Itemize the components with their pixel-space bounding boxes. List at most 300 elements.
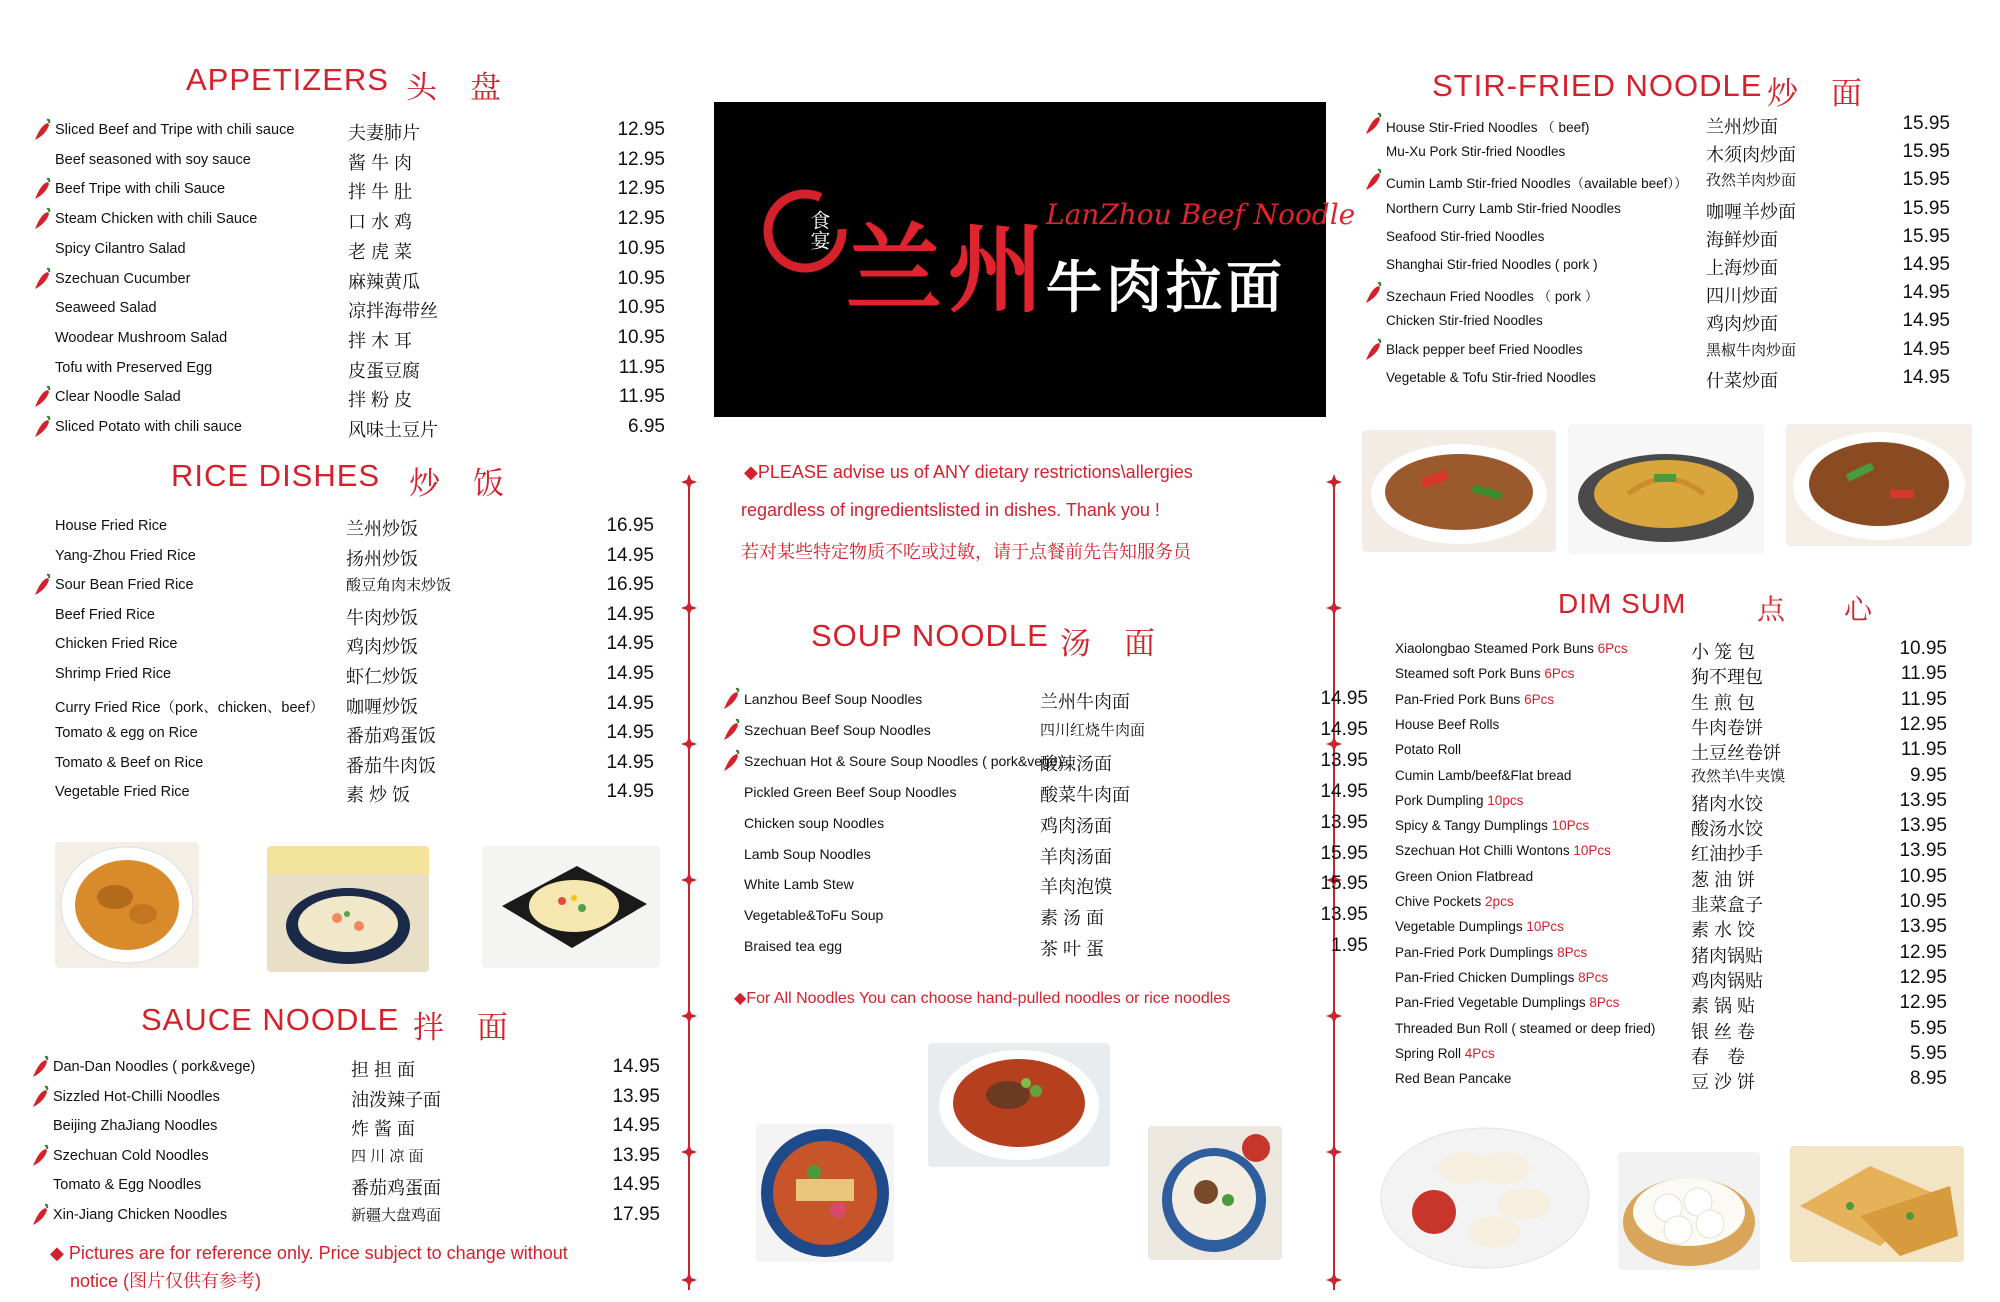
dish-name-en: Beef Fried Rice [55,606,155,623]
dish-price: 13.95 [612,1085,660,1107]
dimsum-title-zh: 点 心 [1757,594,1874,625]
dish-price: 13.95 [1899,840,1947,862]
dish-name-en: Yang-Zhou Fried Rice [55,547,196,564]
dish-name-en: Chicken soup Noodles [744,814,885,831]
stirfried-item [1386,337,1950,365]
dish-price: 10.95 [1899,638,1947,659]
logo-city: 兰州 [846,213,1050,326]
dish-name-zh: 兰州炒饭 [346,519,418,539]
ornament-icon [681,600,697,616]
dish-name-en: Beijing ZhaJiang Noodles [53,1118,218,1135]
dish-name-zh: 鸡肉炒面 [1706,314,1778,335]
rice-title [171,458,505,501]
dish-name-en: House Fried Rice [55,518,168,534]
dish-price: 10.95 [617,297,665,319]
dish-name-zh: 夫妻肺片 [348,123,420,143]
soup-title-zh: 汤 面 [1060,626,1156,661]
chili-icon [31,1085,51,1109]
dish-name-zh: 老 虎 菜 [348,241,413,262]
dish-price: 14.95 [606,722,654,744]
stirfried-item [1386,196,1950,224]
dish-name-zh: 上海炒面 [1706,258,1778,278]
ornament-icon [681,736,697,752]
dish-name-zh: 番茄鸡蛋饭 [346,726,436,747]
dietary-line2: regardless of ingredientslisted in dishes. Thank you ! [741,500,1160,520]
dish-price: 14.95 [606,544,654,566]
dish-name-zh: 银 丝 卷 [1691,1021,1756,1042]
dish-name-en: Red Bean Pancake [1395,1071,1512,1087]
piece-count: 10Pcs [1551,818,1590,834]
appetizers-item [55,384,665,412]
photo-steamed-buns [1618,1152,1760,1270]
dish-price: 14.95 [606,633,654,655]
dish-name-zh: 咖喱炒饭 [346,696,418,717]
ornament-icon [1326,474,1342,490]
dish-price: 15.95 [1902,113,1950,134]
dish-name-en: Steam Chicken with chili Sauce [55,211,258,228]
dish-name-en: Xiaolongbao Steamed Pork Buns 6Pcs [1395,641,1628,656]
dish-name-zh: 豆 沙 饼 [1691,1072,1756,1093]
dimsum-item [1395,889,1947,917]
rice-title-zh: 炒 饭 [409,466,505,501]
dish-name-en: Szechaun Fried Noodles （ pork ） [1386,289,1599,305]
dish-price: 11.95 [1900,739,1947,761]
dish-name-en: Northern Curry Lamb Stir-fried Noodles [1386,200,1621,216]
dish-name-en: Spicy Cilantro Salad [55,240,186,257]
dimsum-item [1395,636,1947,664]
dish-name-zh: 春 卷 [1691,1046,1745,1067]
dish-name-en: Curry Fried Rice（pork、chicken、beef） [55,699,325,716]
dish-name-en: Black pepper beef Fried Noodles [1386,341,1583,357]
chili-icon [33,415,53,439]
dish-price: 14.95 [606,663,654,684]
dimsum-item [1395,788,1947,816]
dish-name-zh: 拌 木 耳 [348,330,413,351]
ornament-icon [1326,1272,1342,1288]
soup-item [744,871,1368,899]
dish-name-zh: 素 汤 面 [1040,908,1105,929]
soup-title-en: SOUP NOODLE [811,618,1049,653]
dish-price: 14.95 [1320,688,1368,709]
dish-name-en: Braised tea egg [744,938,843,955]
dish-name-en: Chive Pockets 2pcs [1395,894,1514,909]
sauce-item [53,1172,660,1200]
dish-price: 13.95 [612,1144,660,1166]
rice-item [55,750,654,778]
dish-price: 15.95 [1320,842,1368,864]
dish-name-en: Spring Roll 4Pcs [1395,1045,1495,1061]
dish-name-zh: 红油抄手 [1691,844,1763,865]
ornament-icon [681,1008,697,1024]
sauce-title-en: SAUCE NOODLE [141,1002,400,1037]
chili-icon [1364,338,1384,362]
dish-price: 14.95 [606,603,654,625]
sauce-item [53,1054,660,1082]
dish-name-en: Beef seasoned with soy sauce [55,151,251,168]
dish-name-en: Pan-Fried Pork Buns 6Pcs [1395,691,1555,707]
dish-price: 9.95 [1910,764,1947,786]
dish-name-zh: 酱 牛 肉 [348,152,413,173]
piece-count: 6Pcs [1544,666,1575,682]
dish-price: 13.95 [1899,789,1947,811]
dish-price: 12.95 [617,148,665,170]
dish-name-en: Pan-Fried Pork Dumplings 8Pcs [1395,944,1588,960]
dish-name-en: House Stir-Fried Noodles （ beef) [1386,120,1590,135]
appetizers-item [55,325,665,353]
soup-title [811,618,1156,661]
chili-icon [1364,112,1384,136]
dish-name-zh: 拌 粉 皮 [348,390,413,411]
dish-name-zh: 鸡肉炒饭 [346,637,418,658]
dimsum-item [1395,737,1947,765]
dimsum-item [1395,763,1947,791]
dish-price: 15.95 [1902,197,1950,219]
soup-item [744,841,1368,869]
dish-price: 11.95 [1900,688,1947,710]
chili-icon [722,718,742,742]
logo-banner [714,102,1356,417]
dish-name-en: Szechuan Cold Noodles [53,1147,209,1164]
dish-name-zh: 鸡肉锅贴 [1691,970,1763,991]
photo-egg-rice [482,846,660,968]
dish-price: 13.95 [1899,916,1947,938]
dish-name-zh: 番茄牛肉饭 [346,755,436,776]
dish-price: 6.95 [628,416,665,437]
stirfried-item [1386,167,1950,195]
dish-name-en: Threaded Bun Roll ( steamed or deep fried) [1395,1020,1656,1036]
dish-name-zh: 韭菜盒子 [1691,895,1763,915]
soup-item [744,810,1368,838]
photo-shrimp-rice [267,846,429,972]
dish-name-en: Vegetable & Tofu Stir-fried Noodles [1386,369,1596,385]
appetizers-item [55,206,665,234]
piece-count: 10pcs [1487,792,1524,808]
dish-name-zh: 黑椒牛肉炒面 [1706,341,1797,359]
piece-count: 8Pcs [1557,944,1588,960]
dish-price: 10.95 [1899,865,1947,887]
piece-count: 4Pcs [1464,1045,1495,1061]
dish-name-en: Spicy & Tangy Dumplings 10Pcs [1395,818,1590,834]
piece-count: 6Pcs [1597,641,1628,656]
dish-name-zh: 素 炒 饭 [346,785,411,806]
dish-name-en: Dan-Dan Noodles ( pork&vege) [53,1059,256,1075]
dish-price: 14.95 [1320,718,1368,740]
photo-lamb-stew-bowl [1148,1126,1282,1260]
dish-name-en: Szechuan Cucumber [55,270,191,287]
photo-lanzhou-noodle-bowl [756,1124,894,1262]
chili-icon [722,687,742,711]
dish-name-zh: 扬州炒饭 [346,548,418,569]
rice-item [55,661,654,689]
dish-name-zh: 小 笼 包 [1691,642,1756,662]
dish-price: 14.95 [1902,338,1950,360]
stirfried-item [1386,111,1950,139]
dish-name-en: Pork Dumpling 10pcs [1395,792,1524,808]
dish-price: 12.95 [1899,941,1947,963]
dish-name-en: Tofu with Preserved Egg [55,359,213,376]
dish-name-zh: 孜然羊\牛夹馍 [1691,767,1786,785]
stirfried-item [1386,139,1950,167]
dish-name-en: Xin-Jiang Chicken Noodles [53,1207,228,1223]
dish-price: 1.95 [1331,935,1368,957]
dish-name-en: Szechuan Hot & Soure Soup Noodles ( pork&vege) [744,752,1063,769]
dish-price: 13.95 [1320,811,1368,833]
dish-price: 14.95 [1902,254,1950,275]
dish-price: 15.95 [1902,225,1950,247]
piece-count: 8Pcs [1578,969,1609,985]
dish-name-zh: 狗不理包 [1691,667,1763,688]
dish-price: 12.95 [617,178,665,200]
piece-count: 10Pcs [1526,919,1564,935]
photo-curry-rice [55,842,199,968]
dish-price: 12.95 [1899,992,1947,1014]
dish-name-en: Beef Tripe with chili Sauce [55,181,226,198]
chili-icon [31,1144,51,1168]
dimsum-item [1395,864,1947,892]
dish-name-zh: 新疆大盘鸡面 [351,1207,442,1224]
dish-name-en: Seaweed Salad [55,300,157,317]
dish-name-zh: 皮蛋豆腐 [348,360,420,381]
dimsum-title [1558,588,1874,625]
dish-name-zh: 兰州炒面 [1706,117,1778,137]
dish-name-en: Woodear Mushroom Salad [55,329,228,346]
dish-price: 14.95 [612,1056,660,1077]
dish-name-en: Sliced Potato with chili sauce [55,419,242,435]
ornament-icon [681,1272,697,1288]
sauce-item [53,1084,660,1112]
appetizers-title-zh: 头 盘 [406,70,502,105]
dish-price: 17.95 [612,1204,660,1225]
rice-item [55,691,654,719]
chili-icon [33,267,53,291]
dish-name-en: Vegetable Dumplings 10Pcs [1395,919,1564,935]
dish-price: 11.95 [1900,663,1947,685]
dish-name-zh: 羊肉泡馍 [1040,877,1112,898]
dish-name-zh: 酸辣汤面 [1040,753,1112,774]
dish-name-en: Sour Bean Fried Rice [55,577,194,594]
dish-name-en: Szechuan Beef Soup Noodles [744,721,931,738]
photo-stirfried-noodles [1568,424,1764,554]
dish-name-en: Green Onion Flatbread [1395,868,1534,884]
dish-name-zh: 素 水 饺 [1691,920,1756,941]
dish-name-en: Pickled Green Beef Soup Noodles [744,783,957,800]
piece-count: 2pcs [1485,894,1514,909]
photo-flatbread [1790,1146,1964,1262]
dish-price: 15.95 [1902,141,1950,163]
dish-price: 14.95 [606,751,654,773]
stirfried-title-zh: 炒 面 [1767,76,1863,111]
dish-name-zh: 牛肉卷饼 [1691,717,1763,738]
ornament-icon [1326,1144,1342,1160]
dish-name-en: Chicken Fried Rice [55,636,178,653]
chili-icon [31,1203,51,1227]
dimsum-item [1395,990,1947,1018]
appetizers-item [55,355,665,383]
dish-name-zh: 海鲜炒面 [1706,229,1778,250]
dish-name-zh: 兰州牛肉面 [1040,692,1130,712]
dimsum-item [1395,940,1947,968]
dish-name-en: Mu-Xu Pork Stir-fried Noodles [1386,144,1566,160]
photo-beef-noodle-soup [928,1043,1110,1167]
dish-price: 15.95 [1902,169,1950,191]
dish-name-zh: 鸡肉汤面 [1040,815,1112,836]
dish-name-en: Tomato & Beef on Rice [55,754,204,771]
stirfried-title-en: STIR-FRIED NOODLE [1432,68,1763,103]
dish-price: 14.95 [1902,310,1950,332]
ornament-icon [1326,1008,1342,1024]
dish-name-en: Pan-Fried Chicken Dumplings 8Pcs [1395,969,1609,985]
piece-count: 6Pcs [1524,691,1555,707]
dish-name-zh: 牛肉炒饭 [346,607,418,628]
chili-icon [33,385,53,409]
ornament-icon [1326,600,1342,616]
rice-item [55,572,654,600]
rice-item [55,602,654,630]
dish-price: 16.95 [606,574,654,596]
chili-icon [33,207,53,231]
dish-name-en: Pan-Fried Vegetable Dumplings 8Pcs [1395,995,1620,1011]
rice-item [55,720,654,748]
dish-name-en: Sliced Beef and Tripe with chili sauce [55,122,295,138]
dish-price: 14.95 [1320,780,1368,802]
dietary-line3: 若对某些特定物质不吃或过敏，请于点餐前先告知服务员 [741,542,1191,562]
sauce-title [141,1002,509,1045]
dish-name-zh: 拌 牛 肚 [348,182,413,203]
dimsum-item [1395,1066,1947,1094]
dish-name-en: Shanghai Stir-fried Noodles ( pork ) [1386,257,1598,272]
dish-name-en: Lanzhou Beef Soup Noodles [744,691,923,707]
soup-item [744,717,1368,745]
dish-name-zh: 土豆丝卷饼 [1691,743,1781,764]
dish-name-en: Potato Roll [1395,742,1462,758]
dish-name-en: Tomato & Egg Noodles [53,1177,202,1194]
dish-price: 10.95 [617,326,665,348]
sauce-item [53,1113,660,1141]
soup-item [744,902,1368,930]
dimsum-item [1395,1041,1947,1069]
noodle-choice-note: ◆For All Noodles You can choose hand-pulled noodles or rice noodles [734,990,1231,1007]
dish-name-zh: 番茄鸡蛋面 [351,1178,441,1199]
dish-name-zh: 酸豆角肉末炒饭 [346,577,452,595]
dish-name-en: Tomato & egg on Rice [55,725,198,742]
stirfried-item [1386,308,1950,336]
pictures-note-line1: ◆ Pictures are for reference only. Price subject to change without [50,1243,568,1263]
dish-name-en: Chicken Stir-fried Noodles [1386,313,1543,329]
dish-price: 12.95 [1899,713,1947,735]
photo-stirfried-pork [1362,430,1556,552]
chili-icon [1364,281,1384,305]
dish-price: 14.95 [612,1115,660,1137]
dish-price: 5.95 [1910,1017,1947,1039]
dish-name-en: Cumin Lamb/beef&Flat bread [1395,767,1572,783]
dietary-line1: ◆PLEASE advise us of ANY dietary restrictions\allergies [744,462,1193,482]
dish-name-en: Vegetable&ToFu Soup [744,907,884,924]
dish-price: 5.95 [1910,1042,1947,1064]
ornament-icon [681,474,697,490]
dish-name-zh: 木须肉炒面 [1706,145,1796,166]
chili-icon [31,1055,51,1079]
chili-icon [1364,168,1384,192]
dish-name-zh: 酸汤水饺 [1691,819,1763,840]
pictures-note-line2: notice (图片仅供有参考) [70,1271,262,1291]
stirfried-title [1432,68,1863,111]
dish-name-zh: 风味土豆片 [348,420,438,440]
stirfried-item [1386,280,1950,308]
dish-name-en: White Lamb Stew [744,876,854,893]
dish-price: 14.95 [606,692,654,714]
soup-item [744,779,1368,807]
rice-item [55,631,654,659]
dish-name-zh: 孜然羊肉炒面 [1706,172,1797,190]
stirfried-item [1386,365,1950,393]
dish-name-zh: 酸菜牛肉面 [1040,784,1130,805]
dimsum-item [1395,661,1947,689]
dish-name-zh: 羊肉汤面 [1040,846,1112,867]
chili-icon [722,749,742,773]
appetizers-item [55,176,665,204]
dish-name-en: House Beef Rolls [1395,716,1500,732]
dish-name-zh: 咖喱羊炒面 [1706,201,1796,222]
dish-name-zh: 葱 油 饼 [1691,869,1756,890]
appetizers-item [55,147,665,175]
rice-item [55,779,654,807]
dish-price: 14.95 [1902,282,1950,304]
soup-item [744,748,1368,776]
appetizers-title [186,62,502,105]
dish-price: 12.95 [617,208,665,230]
dish-price: 12.95 [1899,966,1947,988]
dish-name-zh: 麻辣黄瓜 [348,271,420,292]
piece-count: 10Pcs [1573,843,1611,859]
logo-brand-en: LanZhou Beef Noodle [1046,198,1356,231]
dish-name-en: Szechuan Hot Chilli Wontons 10Pcs [1395,843,1611,859]
dish-name-zh: 油泼辣子面 [351,1089,441,1110]
dish-price: 15.95 [1320,873,1368,895]
soup-item [744,933,1368,961]
chili-icon [33,573,53,597]
photo-dumplings [1374,1108,1596,1276]
sauce-title-zh: 拌 面 [413,1010,509,1045]
logo-stamp: 食宴 [807,210,831,250]
dimsum-item [1395,687,1947,715]
photo-stirfried-beef [1786,424,1972,546]
appetizers-item [55,266,665,294]
dimsum-item [1395,838,1947,866]
dish-name-zh: 凉拌海带丝 [348,301,438,322]
dish-name-zh: 炸 酱 面 [351,1119,416,1140]
dish-price: 8.95 [1910,1068,1947,1090]
appetizers-item [55,117,665,145]
dish-name-zh: 担 担 面 [351,1060,416,1080]
rice-item [55,513,654,541]
sauce-item [53,1202,660,1230]
dish-name-en: Shrimp Fried Rice [55,666,172,682]
dish-name-zh: 猪肉锅贴 [1691,945,1763,966]
dish-name-zh: 口 水 鸡 [348,212,413,233]
dish-name-zh: 什菜炒面 [1706,370,1778,391]
dish-name-en: Lamb Soup Noodles [744,845,871,862]
dimsum-item [1395,813,1947,841]
stirfried-item [1386,252,1950,280]
dish-name-en: Cumin Lamb Stir-fried Noodles（available beef）） [1386,176,1688,192]
dish-price: 12.95 [617,119,665,140]
dimsum-item [1395,965,1947,993]
dish-name-zh: 茶 叶 蛋 [1040,939,1105,960]
dish-price: 14.95 [612,1174,660,1196]
dish-name-en: Vegetable Fried Rice [55,784,190,801]
stirfried-item [1386,224,1950,252]
appetizers-item [55,414,665,442]
